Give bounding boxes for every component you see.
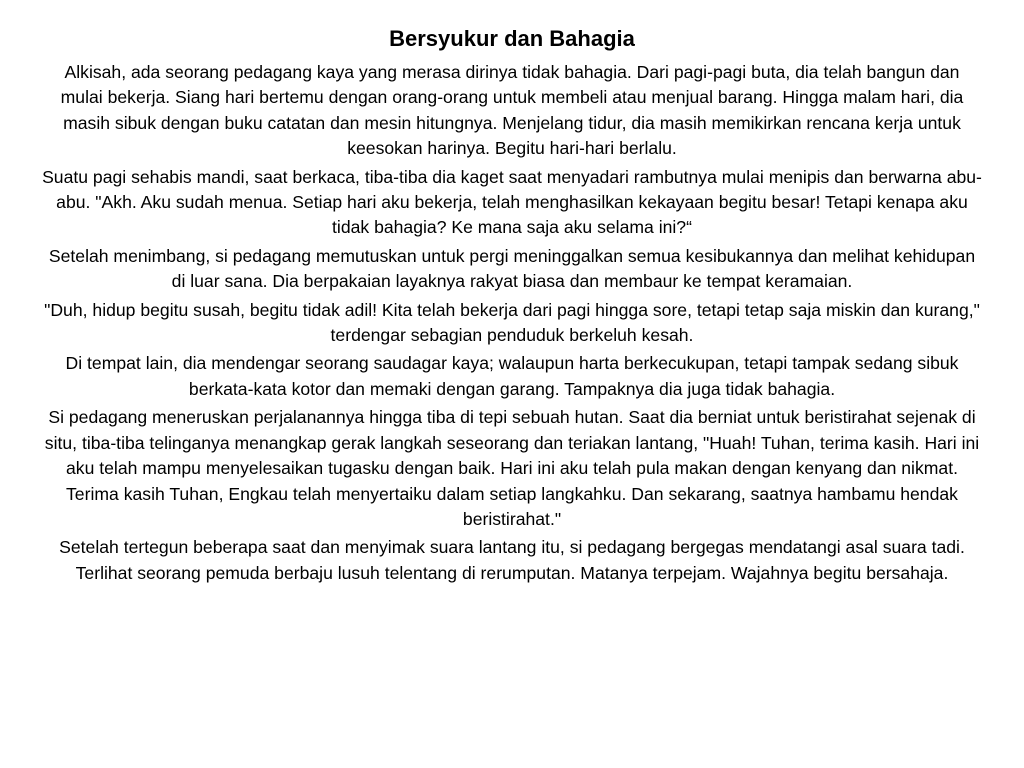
story-paragraph-6: Si pedagang meneruskan perjalanannya hingga tiba di tepi sebuah hutan. Saat dia berniat untuk beristirahat sejenak di situ, tiba-tiba telinganya menangkap gerak langkah seseorang dan teriakan lantang, "Huah! Tuhan, terima kasih. Hari ini aku telah mampu menyelesaikan tugasku dengan baik. Hari ini aku telah pula makan dengan kenyang dan nikmat. Terima kasih Tuhan, Engkau telah menyertaiku dalam setiap langkahku. Dan sekarang, saatnya hambamu hendak beristirahat." <box>44 407 980 529</box>
story-paragraph-3: Setelah menimbang, si pedagang memutuskan untuk pergi meninggalkan semua kesibukannya dan melihat kehidupan di luar sana. Dia berpakaian layaknya rakyat biasa dan membaur ke tempat keramaian. <box>48 245 976 292</box>
story-paragraph-2: Suatu pagi sehabis mandi, saat berkaca, tiba-tiba dia kaget saat menyadari rambutnya mulai menipis dan berwarna abu-abu. "Akh. Aku sudah menua. Setiap hari aku bekerja, telah menghasilkan kekayaan begitu besar! Tetapi kenapa aku tidak bahagia? Ke mana saja aku selama ini?“ <box>42 166 982 238</box>
story-paragraph-4: "Duh, hidup begitu susah, begitu tidak adil! Kita telah bekerja dari pagi hingga sore, tetapi tetap saja miskin dan kurang," terdengar sebagian penduduk berkeluh kesah. <box>44 299 980 346</box>
story-paragraph-7: Setelah tertegun beberapa saat dan menyimak suara lantang itu, si pedagang bergegas mendatangi asal suara tadi. Terlihat seorang pemuda berbaju lusuh telentang di rerumputan. Matanya terpejam. Wajahnya begitu bersahaja. <box>59 537 965 583</box>
page-title: Bersyukur dan Bahagia <box>389 26 635 51</box>
story-paragraph-5: Di tempat lain, dia mendengar seorang saudagar kaya; walaupun harta berkecukupan, tetapi tampak sedang sibuk berkata-kata kotor dan memaki dengan garang. Tampaknya dia juga tidak bahagia. <box>65 353 959 399</box>
story-paragraph-1: Alkisah, ada seorang pedagang kaya yang merasa dirinya tidak bahagia. Dari pagi-pagi buta, dia telah bangun dan mulai bekerja. Siang hari bertemu dengan orang-orang untuk membeli atau menjual barang. Hingga malam hari, dia masih sibuk dengan buku catatan dan mesin hitungnya. Menjelang tidur, dia masih memikirkan rencana kerja untuk keesokan harinya. Begitu hari-hari berlalu. <box>60 62 964 159</box>
